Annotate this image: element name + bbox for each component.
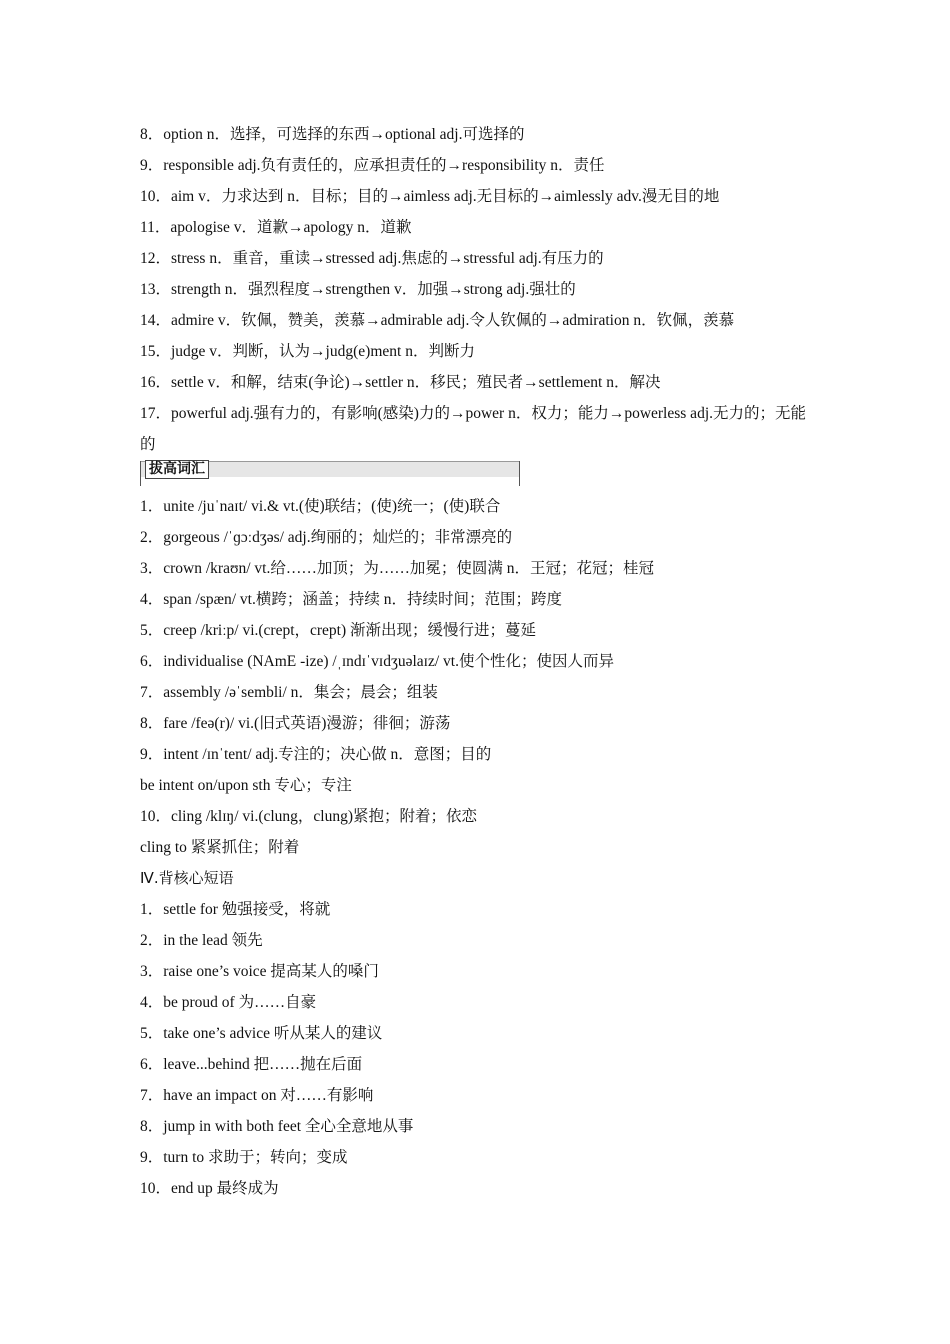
phrase-item: 3．raise one’s voice 提高某人的嗓门 [140, 963, 379, 980]
advanced-item: 10．cling /klɪŋ/ vi.(clung，clung)紧抱；附着；依恋 [140, 808, 478, 825]
vocab-item: 11．apologise v．道歉→apology n．道歉 [140, 219, 412, 236]
phrase-item: 8．jump in with both feet 全心全意地从事 [140, 1118, 414, 1135]
advanced-item: cling to 紧紧抓住；附着 [140, 839, 300, 856]
advanced-item: 5．creep /kriːp/ vi.(crept，crept) 渐渐出现；缓慢行进；蔓延 [140, 622, 537, 639]
phrase-item: 10．end up 最终成为 [140, 1180, 279, 1197]
phrase-item: 4．be proud of 为……自豪 [140, 994, 317, 1011]
advanced-item: 9．intent /ɪnˈtent/ adj.专注的；决心做 n．意图；目的 [140, 746, 492, 763]
vocab-item: 17．powerful adj.强有力的，有影响(感染)力的→power n．权力；能力→powerless adj.无力的；无能的 [140, 405, 806, 453]
section-header-phrases [140, 863, 820, 894]
phrase-item: 6．leave...behind 把……抛在后面 [140, 1056, 363, 1073]
advanced-item: 1．unite /juˈnaɪt/ vi.& vt.(使)联结；(使)统一；(使)联合 [140, 498, 501, 515]
phrase-item: 7．have an impact on 对……有影响 [140, 1087, 374, 1104]
section-divider [140, 461, 141, 486]
phrase-item: 2．in the lead 领先 [140, 932, 263, 949]
advanced-item: 8．fare /feə(r)/ vi.(旧式英语)漫游；徘徊；游荡 [140, 715, 451, 732]
vocab-item: 13．strength n．强烈程度→strengthen v．加强→strong adj.强壮的 [140, 281, 576, 298]
vocab-item: 12．stress n．重音，重读→stressed adj.焦虑的→stressful adj.有压力的 [140, 250, 604, 267]
advanced-item: 2．gorgeous /ˈɡɔːdʒəs/ adj.绚丽的；灿烂的；非常漂亮的 [140, 529, 513, 546]
advanced-item: 3．crown /kraʊn/ vt.给……加顶；为……加冕；使圆满 n．王冠；花冠；桂冠 [140, 560, 654, 577]
phrase-item: 5．take one’s advice 听从某人的建议 [140, 1025, 383, 1042]
advanced-item: 7．assembly /əˈsembli/ n．集会；晨会；组装 [140, 684, 438, 701]
phrase-item: 1．settle for 勉强接受，将就 [140, 901, 331, 918]
vocab-item: 16．settle v．和解，结束(争论)→settler n．移民；殖民者→settlement n．解决 [140, 374, 661, 391]
vocab-item: 15．judge v．判断，认为→judg(e)ment n．判断力 [140, 343, 475, 360]
vocab-item: 10．aim v．力求达到 n．目标；目的→aimless adj.无目标的→aimlessly adv.漫无目的地 [140, 188, 720, 205]
advanced-item: 6．individualise (NAmE -ize) /ˌɪndɪˈvɪdʒuəlaɪz/ vt.使个性化；使因人而异 [140, 653, 614, 670]
advanced-item: 4．span /spæn/ vt.横跨；涵盖；持续 n．持续时间；范围；跨度 [140, 591, 562, 608]
vocab-item: 9．responsible adj.负有责任的，应承担责任的→responsibility n．责任 [140, 157, 605, 174]
phrase-list [140, 894, 820, 1204]
section-title: Ⅳ.背核心短语 [140, 869, 234, 887]
phrase-item: 9．turn to 求助于；转向；变成 [140, 1149, 348, 1166]
section-divider [519, 461, 520, 486]
vocab-item: 14．admire v．钦佩，赞美，羡慕→admirable adj.令人钦佩的→admiration n．钦佩，羡慕 [140, 312, 735, 329]
document-content [140, 119, 820, 1204]
vocab-list [140, 119, 820, 460]
section-title: 拔高词汇 [145, 460, 209, 479]
section-box [140, 459, 520, 488]
vocab-item: 8．option n．选择，可选择的东西→optional adj.可选择的 [140, 126, 525, 143]
advanced-list [140, 491, 820, 863]
advanced-item: be intent on/upon sth 专心；专注 [140, 777, 352, 794]
section-header-advanced [140, 460, 820, 491]
